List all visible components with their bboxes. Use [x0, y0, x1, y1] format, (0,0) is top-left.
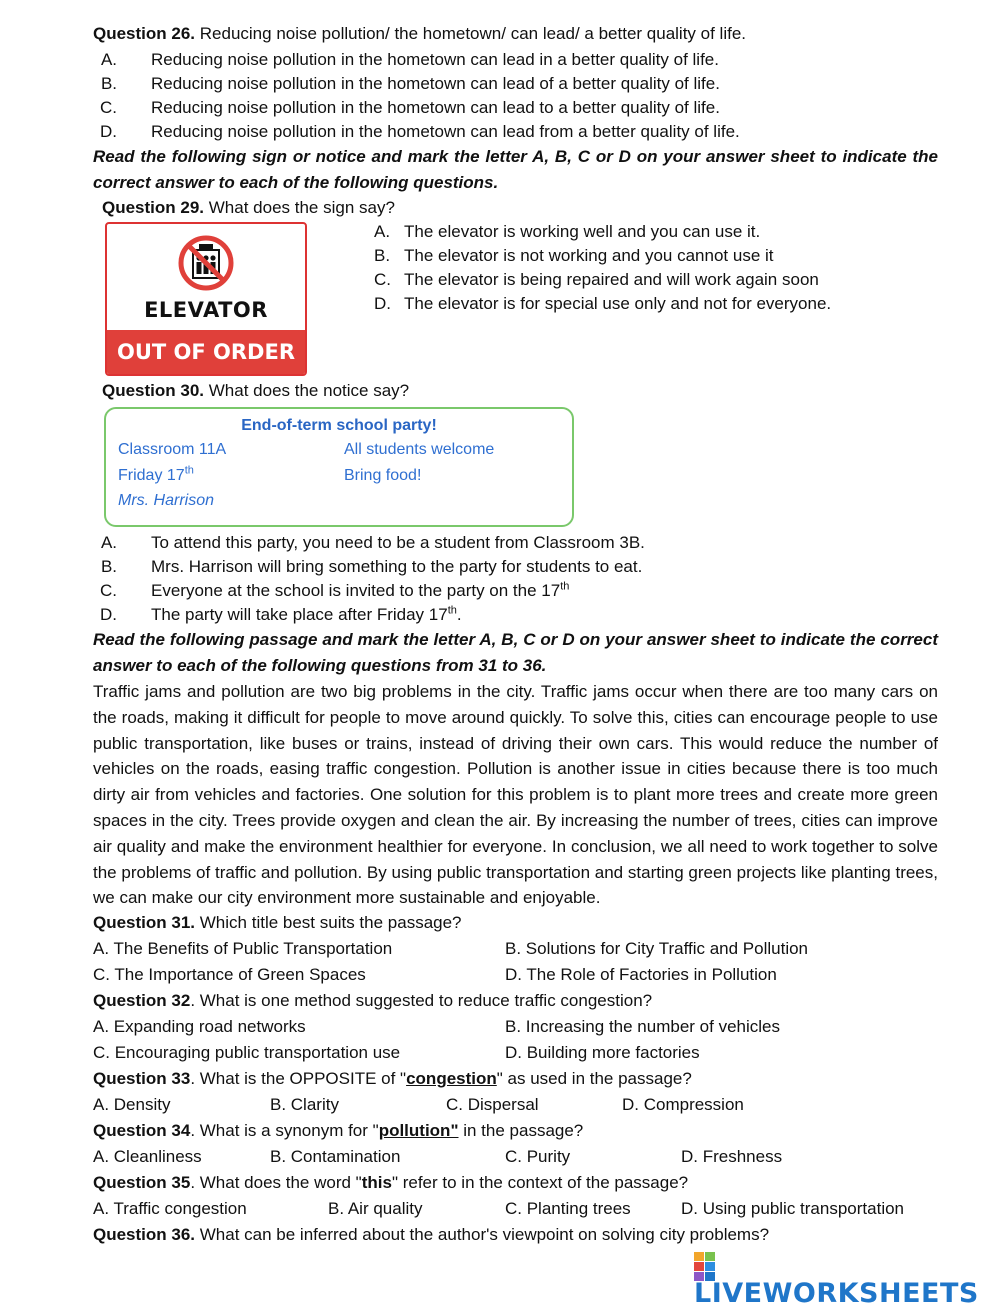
- notice-welcome: All students welcome: [344, 441, 495, 458]
- option-a[interactable]: A. Expanding road networks: [93, 1017, 306, 1037]
- option-d[interactable]: D. Freshness: [681, 1147, 783, 1167]
- elevator-out-of-order-sign: [105, 222, 307, 376]
- option-a[interactable]: [93, 48, 938, 72]
- option-text: The elevator is for special use only and not for everyone.: [404, 294, 832, 313]
- option-d[interactable]: [93, 120, 938, 144]
- option-text: The party will take place after Friday 17th.: [151, 604, 462, 624]
- keyword: this: [361, 1173, 392, 1193]
- question-label: Question 34: [93, 1121, 191, 1141]
- option-letter: B.: [100, 74, 117, 93]
- option-b[interactable]: [93, 72, 938, 96]
- option-a[interactable]: A. The Benefits of Public Transportation: [93, 939, 393, 959]
- question-35: [93, 1171, 938, 1197]
- notice-teacher: Mrs. Harrison: [118, 492, 215, 509]
- option-text: Reducing noise pollution in the hometown can lead to a better quality of life.: [151, 98, 720, 117]
- sign-word: ELEVATOR: [144, 298, 268, 322]
- question-26: [93, 22, 938, 48]
- question-33: [93, 1067, 938, 1093]
- instruction-sign-notice: Read the following sign or notice and mark the letter A, B, C or D on your answer sheet to indicate the correct answer to each of the following questions.: [93, 147, 938, 192]
- question-stem: Reducing noise pollution/ the hometown/ can lead/ a better quality of life.: [199, 24, 746, 43]
- question-label: Question 33: [93, 1069, 191, 1089]
- keyword: congestion: [406, 1069, 497, 1089]
- notice-food: Bring food!: [344, 467, 422, 484]
- liveworksheets-logo[interactable]: [694, 1252, 994, 1309]
- option-text: Reducing noise pollution in the hometown can lead of a better quality of life.: [151, 74, 720, 93]
- options-row: [93, 1197, 938, 1223]
- option-letter: B.: [374, 246, 391, 265]
- option-a[interactable]: A. Density: [93, 1095, 171, 1115]
- option-text: Everyone at the school is invited to the party on the 17th: [151, 580, 570, 600]
- logo-text: LIVEWORKSHEETS: [694, 1278, 979, 1309]
- option-letter: B.: [100, 557, 117, 576]
- notice-room: Classroom 11A: [118, 441, 227, 458]
- option-text: To attend this party, you need to be a student from Classroom 3B.: [151, 533, 645, 552]
- option-text: The elevator is being repaired and will work again soon: [404, 270, 819, 289]
- question-stem-end: in the passage?: [458, 1121, 584, 1141]
- option-b[interactable]: B. Increasing the number of vehicles: [505, 1017, 780, 1037]
- question-32: [93, 989, 938, 1015]
- option-letter: C.: [374, 270, 391, 289]
- option-c[interactable]: C. Planting trees: [505, 1199, 631, 1219]
- option-letter: A.: [100, 50, 117, 69]
- question-30: [102, 379, 409, 403]
- question-stem-end: " refer to in the context of the passage?: [391, 1173, 689, 1193]
- option-d[interactable]: D. Using public transportation: [681, 1199, 905, 1219]
- options-row: [93, 1041, 938, 1067]
- option-c[interactable]: C. Encouraging public transportation use: [93, 1043, 401, 1063]
- option-letter: A.: [374, 222, 391, 241]
- question-stem: . What does the word ": [190, 1173, 362, 1193]
- options-row: [93, 937, 938, 963]
- option-b[interactable]: [93, 555, 938, 579]
- reading-passage: Traffic jams and pollution are two big problems in the city. Traffic jams occur when there are too many cars on the roads, making it difficult for people to move around quickly. To solve this, cities can encourage people to use public transportation, like buses or trains, instead of driving their own cars. This would reduce the number of vehicles on the roads, easing traffic congestion. Pollution is another issue in cities because there is too much dirty air from vehicles and factories. One solution for this problem is to plant more trees and create more green spaces in the city. Trees provide oxygen and clean the air. By increasing the number of trees, cities can improve air quality and make the environment healthier for everyone. In conclusion, we all need to work together to solve the problems of traffic and pollution. By using public transportation and starting green projects like planting trees, we can make our city environment more sustainable and enjoyable.: [93, 682, 938, 908]
- options-row: [93, 1093, 938, 1119]
- question-label: Question 35: [93, 1173, 191, 1193]
- option-letter: D.: [100, 122, 117, 141]
- question-36: [93, 1223, 938, 1249]
- question-label: Question 36.: [93, 1225, 196, 1245]
- option-text: Mrs. Harrison will bring something to the party for students to eat.: [151, 557, 643, 576]
- option-b[interactable]: B. Contamination: [270, 1147, 401, 1167]
- options-row: [93, 963, 938, 989]
- question-stem-end: " as used in the passage?: [496, 1069, 692, 1089]
- notice-title: End-of-term school party!: [241, 417, 437, 434]
- instruction-passage: Read the following passage and mark the letter A, B, C or D on your answer sheet to indicate the correct answer to each of the following questions from 31 to 36.: [93, 630, 938, 675]
- notice-day: Friday 17th: [118, 464, 194, 484]
- question-label: Question 31.: [93, 913, 196, 933]
- options-row: [93, 1015, 938, 1041]
- question-29: [93, 196, 938, 222]
- option-letter: C.: [100, 581, 117, 600]
- question-stem: What does the sign say?: [208, 198, 395, 217]
- option-d[interactable]: [93, 603, 938, 627]
- option-d[interactable]: D. Compression: [622, 1095, 744, 1115]
- option-letter: D.: [374, 294, 391, 313]
- option-text: Reducing noise pollution in the hometown can lead in a better quality of life.: [151, 50, 719, 69]
- option-a[interactable]: A. Cleanliness: [93, 1147, 202, 1167]
- question-stem: . What is one method suggested to reduce traffic congestion?: [190, 991, 653, 1011]
- worksheet-lower: [93, 531, 938, 1249]
- question-stem: What does the notice say?: [208, 381, 410, 400]
- option-c[interactable]: [93, 96, 938, 120]
- option-b[interactable]: B. Clarity: [270, 1095, 339, 1115]
- option-c[interactable]: C. Dispersal: [446, 1095, 539, 1115]
- no-elevator-icon: [177, 234, 235, 292]
- option-c[interactable]: C. Purity: [505, 1147, 571, 1167]
- question-stem: . What is a synonym for ": [190, 1121, 379, 1141]
- question-stem: What can be inferred about the author's viewpoint on solving city problems?: [199, 1225, 770, 1245]
- worksheet-page: [93, 22, 938, 222]
- party-notice: [104, 407, 574, 527]
- option-c[interactable]: C. The Importance of Green Spaces: [93, 965, 366, 985]
- option-text: The elevator is not working and you cannot use it: [404, 246, 774, 265]
- keyword: pollution": [378, 1121, 459, 1141]
- option-b[interactable]: B. Solutions for City Traffic and Pollution: [505, 939, 809, 959]
- option-d[interactable]: D. Building more factories: [505, 1043, 700, 1063]
- option-letter: A.: [100, 533, 117, 552]
- question-label: Question 30.: [102, 381, 205, 400]
- option-letter: D.: [100, 605, 117, 624]
- question-label: Question 29.: [102, 198, 205, 217]
- option-a[interactable]: A. Traffic congestion: [93, 1199, 247, 1219]
- options-row: [93, 1145, 938, 1171]
- question-34: [93, 1119, 938, 1145]
- question-stem: . What is the OPPOSITE of ": [190, 1069, 407, 1089]
- question-label: Question 32: [93, 991, 191, 1011]
- option-text: Reducing noise pollution in the hometown can lead from a better quality of life.: [151, 122, 740, 141]
- option-a[interactable]: [93, 531, 938, 555]
- question-stem: Which title best suits the passage?: [199, 913, 462, 933]
- question-label: Question 26.: [93, 24, 196, 43]
- option-b[interactable]: B. Air quality: [328, 1199, 423, 1219]
- option-d[interactable]: D. The Role of Factories in Pollution: [505, 965, 777, 985]
- option-text: The elevator is working well and you can use it.: [404, 222, 761, 241]
- question-31: [93, 911, 938, 937]
- option-c[interactable]: [93, 579, 938, 603]
- option-letter: C.: [100, 98, 117, 117]
- sign-banner: OUT OF ORDER: [107, 330, 305, 374]
